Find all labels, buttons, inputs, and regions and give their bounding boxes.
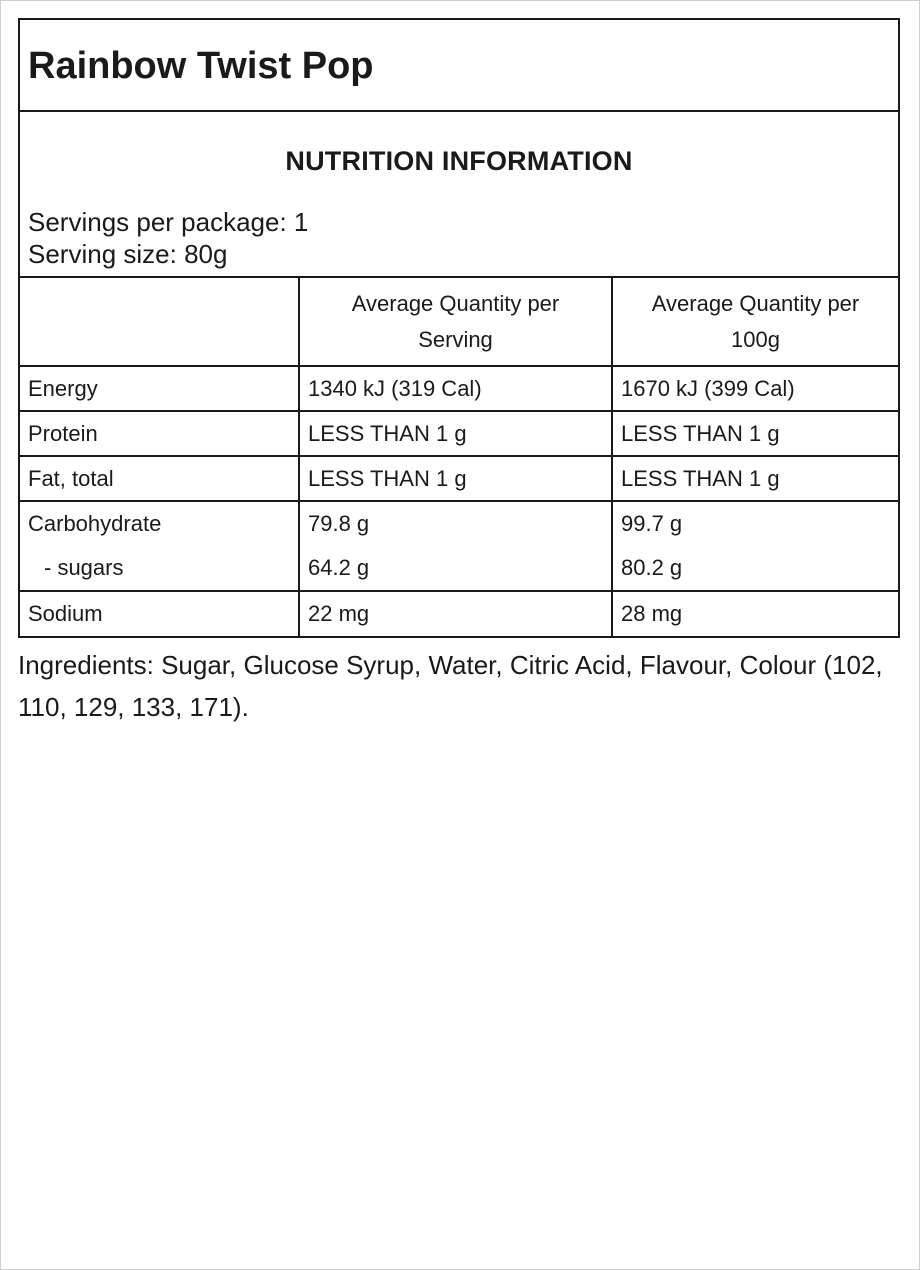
table-row-protein [20,411,898,456]
header-per-100g: Average Quantity per 100g [612,278,898,366]
nutrient-label-group [20,501,299,591]
panel-header [20,112,898,278]
product-name: Rainbow Twist Pop [20,20,898,112]
nutrient-label: Energy [20,366,299,411]
nutrition-table [20,278,898,636]
value-per-serving-group [299,501,612,591]
value-per-100g: 1670 kJ (399 Cal) [612,366,898,411]
nutrient-label: Fat, total [20,456,299,501]
sugars-per-serving: 64.2 g [308,555,370,580]
sugars-per-100g: 80.2 g [621,555,683,580]
value-per-serving: 79.8 g [308,511,370,536]
servings-per-package: Servings per package: 1 [28,207,309,237]
ingredients-text: Ingredients: Sugar, Glucose Syrup, Water, Citric Acid, Flavour, Colour (102, 110, 129, 133, 171). [18,650,883,722]
value-per-serving: 22 mg [299,591,612,636]
serving-size: Serving size: 80g [28,239,228,269]
table-header-row [20,278,898,366]
value-per-serving: LESS THAN 1 g [299,411,612,456]
panel-title: NUTRITION INFORMATION [285,146,633,176]
nutrient-label: Carbohydrate [28,511,162,536]
value-per-100g-group [612,501,898,591]
table-row-energy [20,366,898,411]
nutrient-label: Sodium [20,591,299,636]
nutrient-label: Protein [20,411,299,456]
table-row-fat [20,456,898,501]
header-per-serving: Average Quantity per Serving [299,278,612,366]
header-nutrient [20,278,299,366]
sub-nutrient-label: - sugars [44,555,124,580]
value-per-100g: LESS THAN 1 g [612,456,898,501]
table-row-sodium [20,591,898,636]
table-row-carbohydrate [20,501,898,591]
value-per-serving: 1340 kJ (319 Cal) [299,366,612,411]
value-per-100g: 99.7 g [621,511,683,536]
value-per-serving: LESS THAN 1 g [299,456,612,501]
value-per-100g: LESS THAN 1 g [612,411,898,456]
value-per-100g: 28 mg [621,601,683,626]
nutrition-label [18,18,900,638]
